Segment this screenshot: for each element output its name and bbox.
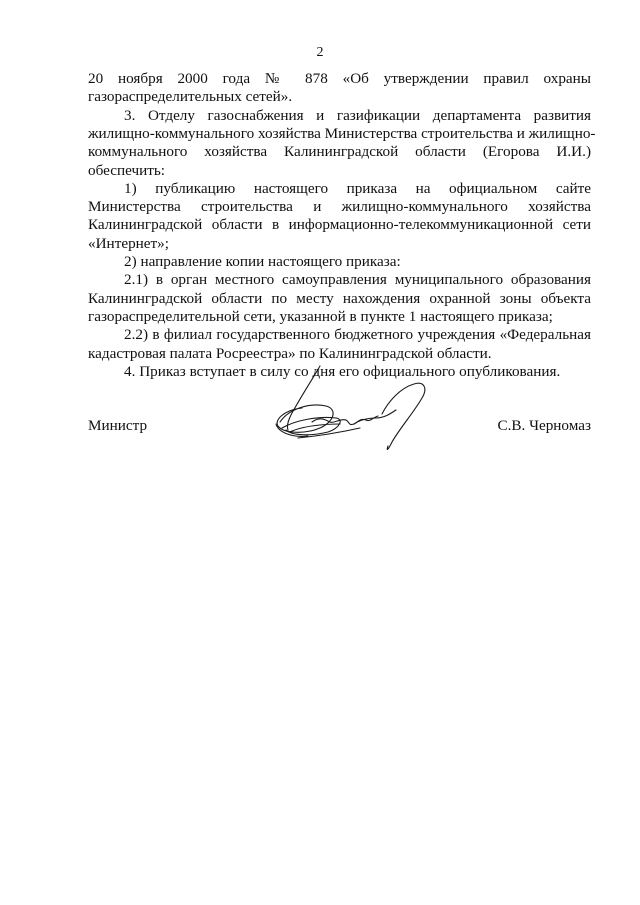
body-line: жилищно-коммунального хозяйства Министерства строительства и жилищно- <box>88 124 596 142</box>
body-line: 20 ноября 2000 года № 878 «Об утверждении правил охраны <box>88 70 591 87</box>
body-line: Министерства строительства и жилищно-коммунального хозяйства <box>88 198 591 216</box>
body-line: Калининградской области в информационно-телекоммуникационной сети <box>88 216 591 234</box>
body-line: коммунального хозяйства Калининградской области (Егорова И.И.) <box>88 143 591 161</box>
body-line: 3. Отделу газоснабжения и газификации департамента развития <box>124 106 591 124</box>
body-line: газораспределительных сетей». <box>88 88 293 106</box>
body-line: газораспределительной сети, указанной в пункте 1 настоящего приказа; <box>88 307 553 325</box>
page-number: 2 <box>316 45 324 60</box>
body-line: 2.2) в филиал государственного бюджетного учреждения «Федеральная <box>124 326 591 344</box>
body-line: обеспечить: <box>88 161 166 179</box>
body-line: 2) направление копии настоящего приказа: <box>124 253 401 270</box>
handwritten-signature <box>268 362 443 454</box>
body-line: Калининградской области по месту нахождения охранной зоны объекта <box>88 289 591 307</box>
body-line: 2.1) в орган местного самоуправления муниципального образования <box>124 271 591 289</box>
body-line: 4. Приказ вступает в силу со дня его официального опубликования. <box>124 362 561 380</box>
body-line: «Интернет»; <box>88 234 169 252</box>
signature-signatory-name: С.В. Черномаз <box>497 417 591 434</box>
signature-position-title: Министр <box>88 417 148 434</box>
body-line: кадастровая палата Росреестра» по Калининградской области. <box>88 344 492 362</box>
body-line: 1) публикацию настоящего приказа на официальном сайте <box>124 179 591 197</box>
